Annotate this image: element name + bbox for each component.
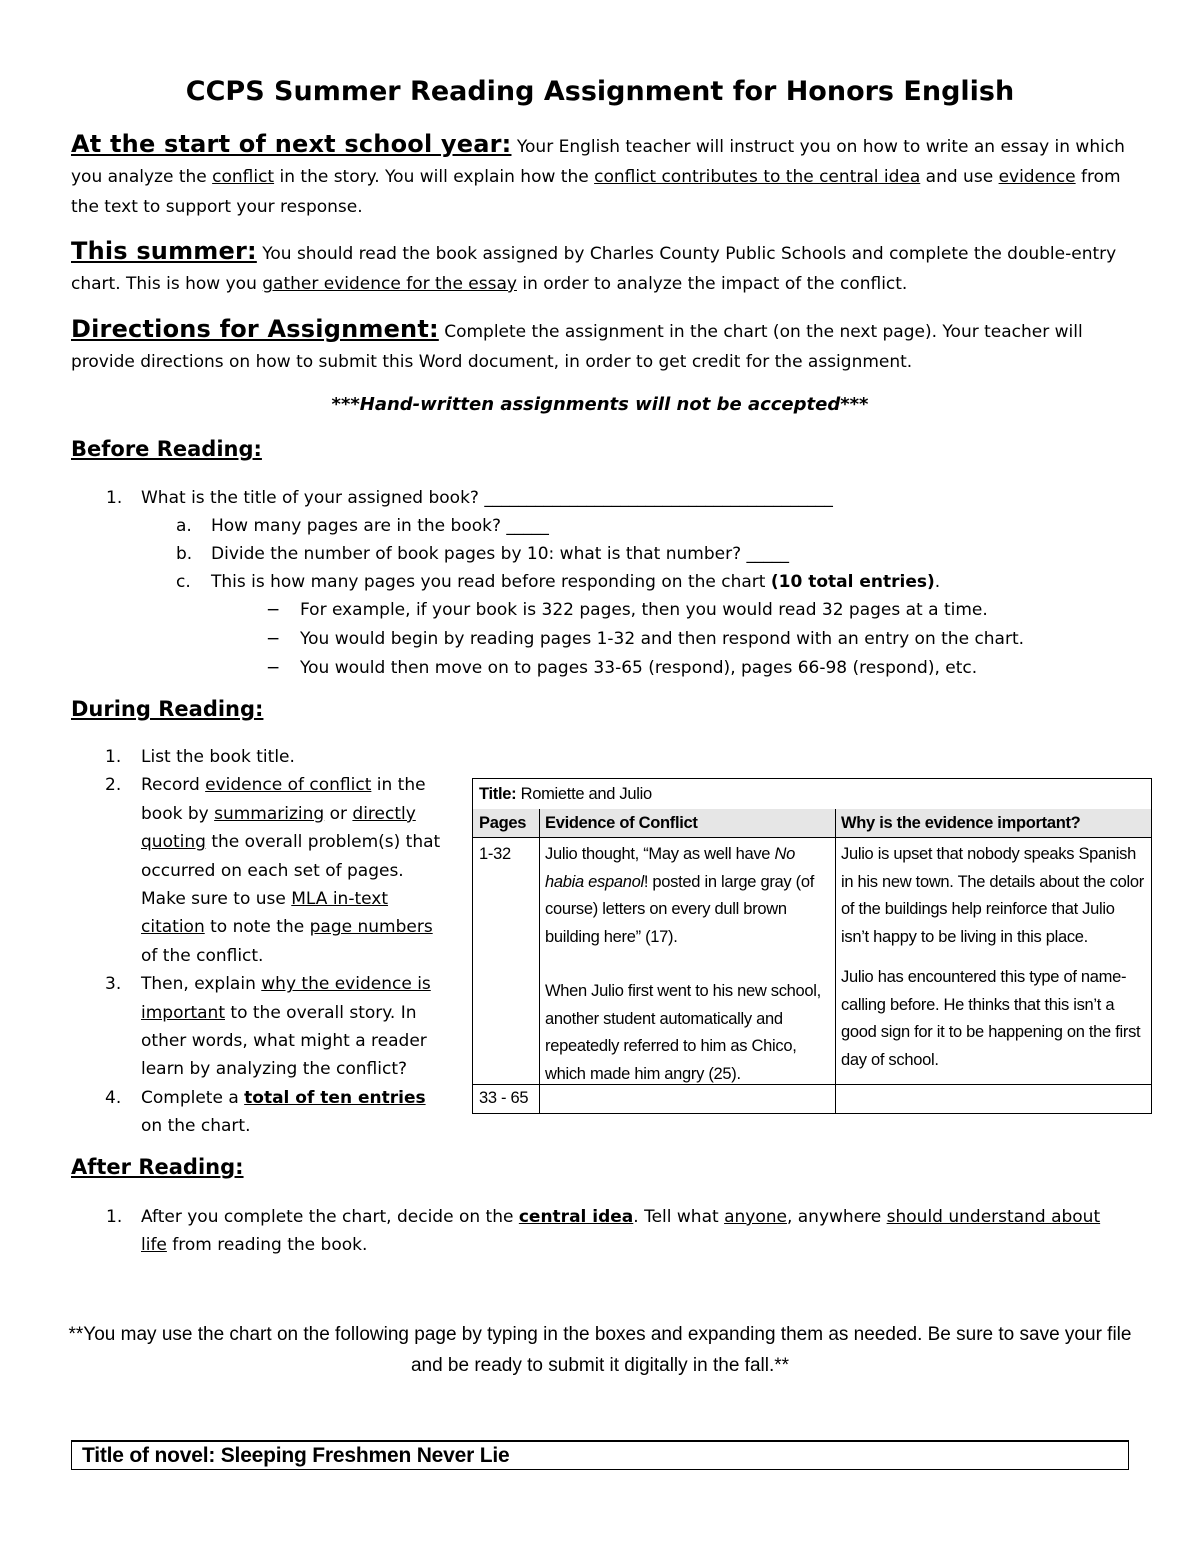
list-item: 4. Complete a total of ten entries on the chart. [105, 1087, 426, 1137]
dash-bullet: − [266, 658, 281, 678]
directions-heading: Directions for Assignment: [71, 315, 439, 343]
document-page: CCPS Summer Reading Assignment for Honors English At the start of next school year: Your English teacher will instruct you on how to write an essay in which you analyze the conflict in the story. You will explain how the conflict contributes to the central idea and use evidence from the text to support your response. This summer: You should read the book assigned by Charles County Public Schools and complete the double-entry chart. This is how you gather evidence for the essay in order to analyze the impact of the conflict. Directions for Assignment: Complete the assignment in the chart (on the next page). Your teacher will provide directions on how to submit this Word document, in order to get credit for the assignment. ***Hand-written assignments will not be accepted*** Before Reading: 1. What is the title of your assigned book? _________________________________________ a. How many pages are in the book? _____ b. Divide the number of book pages by 10: what is that number? _____ c. This is how many pages you read before responding on the chart (10 total entries). − For example, if your book is 322 pages, then you would read 32 pages at a time. − You would begin by reading pages 1-32 and then respond with an entry on the chart. − You would then move on to pages 33-65 (respond), pages 66-98 (respond), etc. During Reading: 1. List the book title. 2. Record evidence of conflict in the book by summarizing or directly quoting the overall problem(s) that occurred on each set of pages. Make sure to use MLA in-text citation to note the page numbers of the conflict. 3. Then, explain why the evidence is important to the overall story. In other words, what might a reader learn by analyzing the conflict? 4. Complete a total of ten entries on the chart. Title: Romiette and Julio Pages Evidence of Conflict Why is the evidence important? 1-32 Julio thought, “May as well have No habia espanol! posted in large gray (of course) letters on every dull brown building here” (17). When Julio first went to his new school, another student automatically and repeatedly referred to him as Chico, which made him angry (25). Julio is upset that nobody speaks Spanish in his new town. The details about the color of the buildings help reinforce that Julio isn’t happy to be living in this place. Julio has encountered this type of name-calling before. He thinks that this isn’t a good sign for it to be happening on the first day of school. 33 - 65 After Reading: 1. After you complete the chart, decide on the central idea. Tell what anyone, anywhere should understand about life from reading the book. **You may use the chart on the following page by typing in the boxes and expanding them as needed. Be sure to save your file and be ready to submit it digitally in the fall.** Title of novel: Sleeping Freshmen Never Lie [0, 0, 1200, 1553]
list-item: 1. List the book title. [105, 747, 295, 767]
page-title: CCPS Summer Reading Assignment for Honors English [185, 76, 1015, 107]
start-heading: At the start of next school year: [71, 130, 512, 158]
col-header-evidence: Evidence of Conflict [545, 814, 698, 832]
row1-pages: 1-32 [479, 845, 511, 863]
chart-row-1 [473, 837, 1151, 1085]
column-divider [539, 809, 540, 1113]
novel-title: Title of novel: Sleeping Freshmen Never Lie [82, 1444, 510, 1467]
dash-bullet: − [266, 629, 281, 649]
col-header-pages: Pages [479, 814, 527, 832]
list-item: 3. Then, explain why the evidence is important to the overall story. In other words, what might a reader learn by analyzing the conflict? [105, 974, 431, 1080]
before-subitem-1: For example, if your book is 322 pages, then you would read 32 pages at a time. [300, 600, 988, 620]
before-subitem-3: You would then move on to pages 33-65 (respond), pages 66-98 (respond), etc. [300, 658, 978, 678]
before-item-1: What is the title of your assigned book? _________________________________________ [141, 488, 833, 508]
list-item: 2. Record evidence of conflict in the book by summarizing or directly quoting the overall problem(s) that occurred on each set of pages. Make sure to use MLA in-text citation to note the page numbers of the conflict. [105, 775, 441, 966]
before-reading-heading: Before Reading: [71, 437, 262, 461]
start-paragraph: At the start of next school year: Your English teacher will instruct you on how to write an essay in which you analyze the conflict in the story. You will explain how the conflict contributes to the central idea and use evidence from the text to support your response. [71, 130, 1125, 217]
row1-why: Julio is upset that nobody speaks Spanish in his new town. The details about the color of the buildings help reinforce that Julio isn’t happy to be living in this place. Julio has encountered this type of name-calling before. He thinks that this isn’t a good sign for it to be happening on the first day of school. [841, 845, 1144, 1069]
before-subitem-2: You would begin by reading pages 1-32 and then respond with an entry on the chart. [300, 629, 1025, 649]
col-header-why: Why is the evidence important? [841, 814, 1081, 832]
during-reading-heading: During Reading: [71, 697, 264, 721]
column-divider [835, 809, 836, 1113]
after-reading-heading: After Reading: [71, 1155, 244, 1179]
chart-header-row [473, 809, 1151, 838]
closing-note: **You may use the chart on the following page by typing in the boxes and expanding them as needed. Be sure to save your file and be ready to submit it digitally in the fall.** [68, 1324, 1132, 1376]
row1-evidence: Julio thought, “May as well have No habia espanol! posted in large gray (of course) letters on every dull brown building here” (17). When Julio first went to his new school, another student automatically and repeatedly referred to him as Chico, which made him angry (25). [545, 845, 821, 1083]
chart-row-2 [473, 1084, 1151, 1113]
summer-heading: This summer: [71, 237, 257, 265]
summer-paragraph: This summer: You should read the book assigned by Charles County Public Schools and complete the double-entry chart. This is how you gather evidence for the essay in order to analyze the impact of the conflict. [71, 237, 1117, 294]
novel-title-box [71, 1440, 1129, 1470]
before-item-c: This is how many pages you read before responding on the chart (10 total entries). [211, 572, 941, 592]
during-reading-list [105, 743, 451, 1141]
chart-title-row: Title: Romiette and Julio [473, 779, 1151, 810]
before-item-a: How many pages are in the book? _____ [211, 516, 549, 536]
row2-pages: 33 - 65 [479, 1089, 529, 1107]
handwritten-notice: ***Hand-written assignments will not be accepted*** [331, 394, 869, 415]
before-item-b: Divide the number of book pages by 10: what is that number? _____ [211, 544, 790, 564]
directions-paragraph: Directions for Assignment: Complete the assignment in the chart (on the next page). Your teacher will provide directions on how to submit this Word document, in order to get credit for the assignment. [71, 315, 1083, 372]
after-item-1: After you complete the chart, decide on the central idea. Tell what anyone, anywhere should understand about life from reading the book. [141, 1207, 1101, 1255]
sample-chart [472, 778, 1152, 1114]
dash-bullet: − [266, 600, 281, 620]
